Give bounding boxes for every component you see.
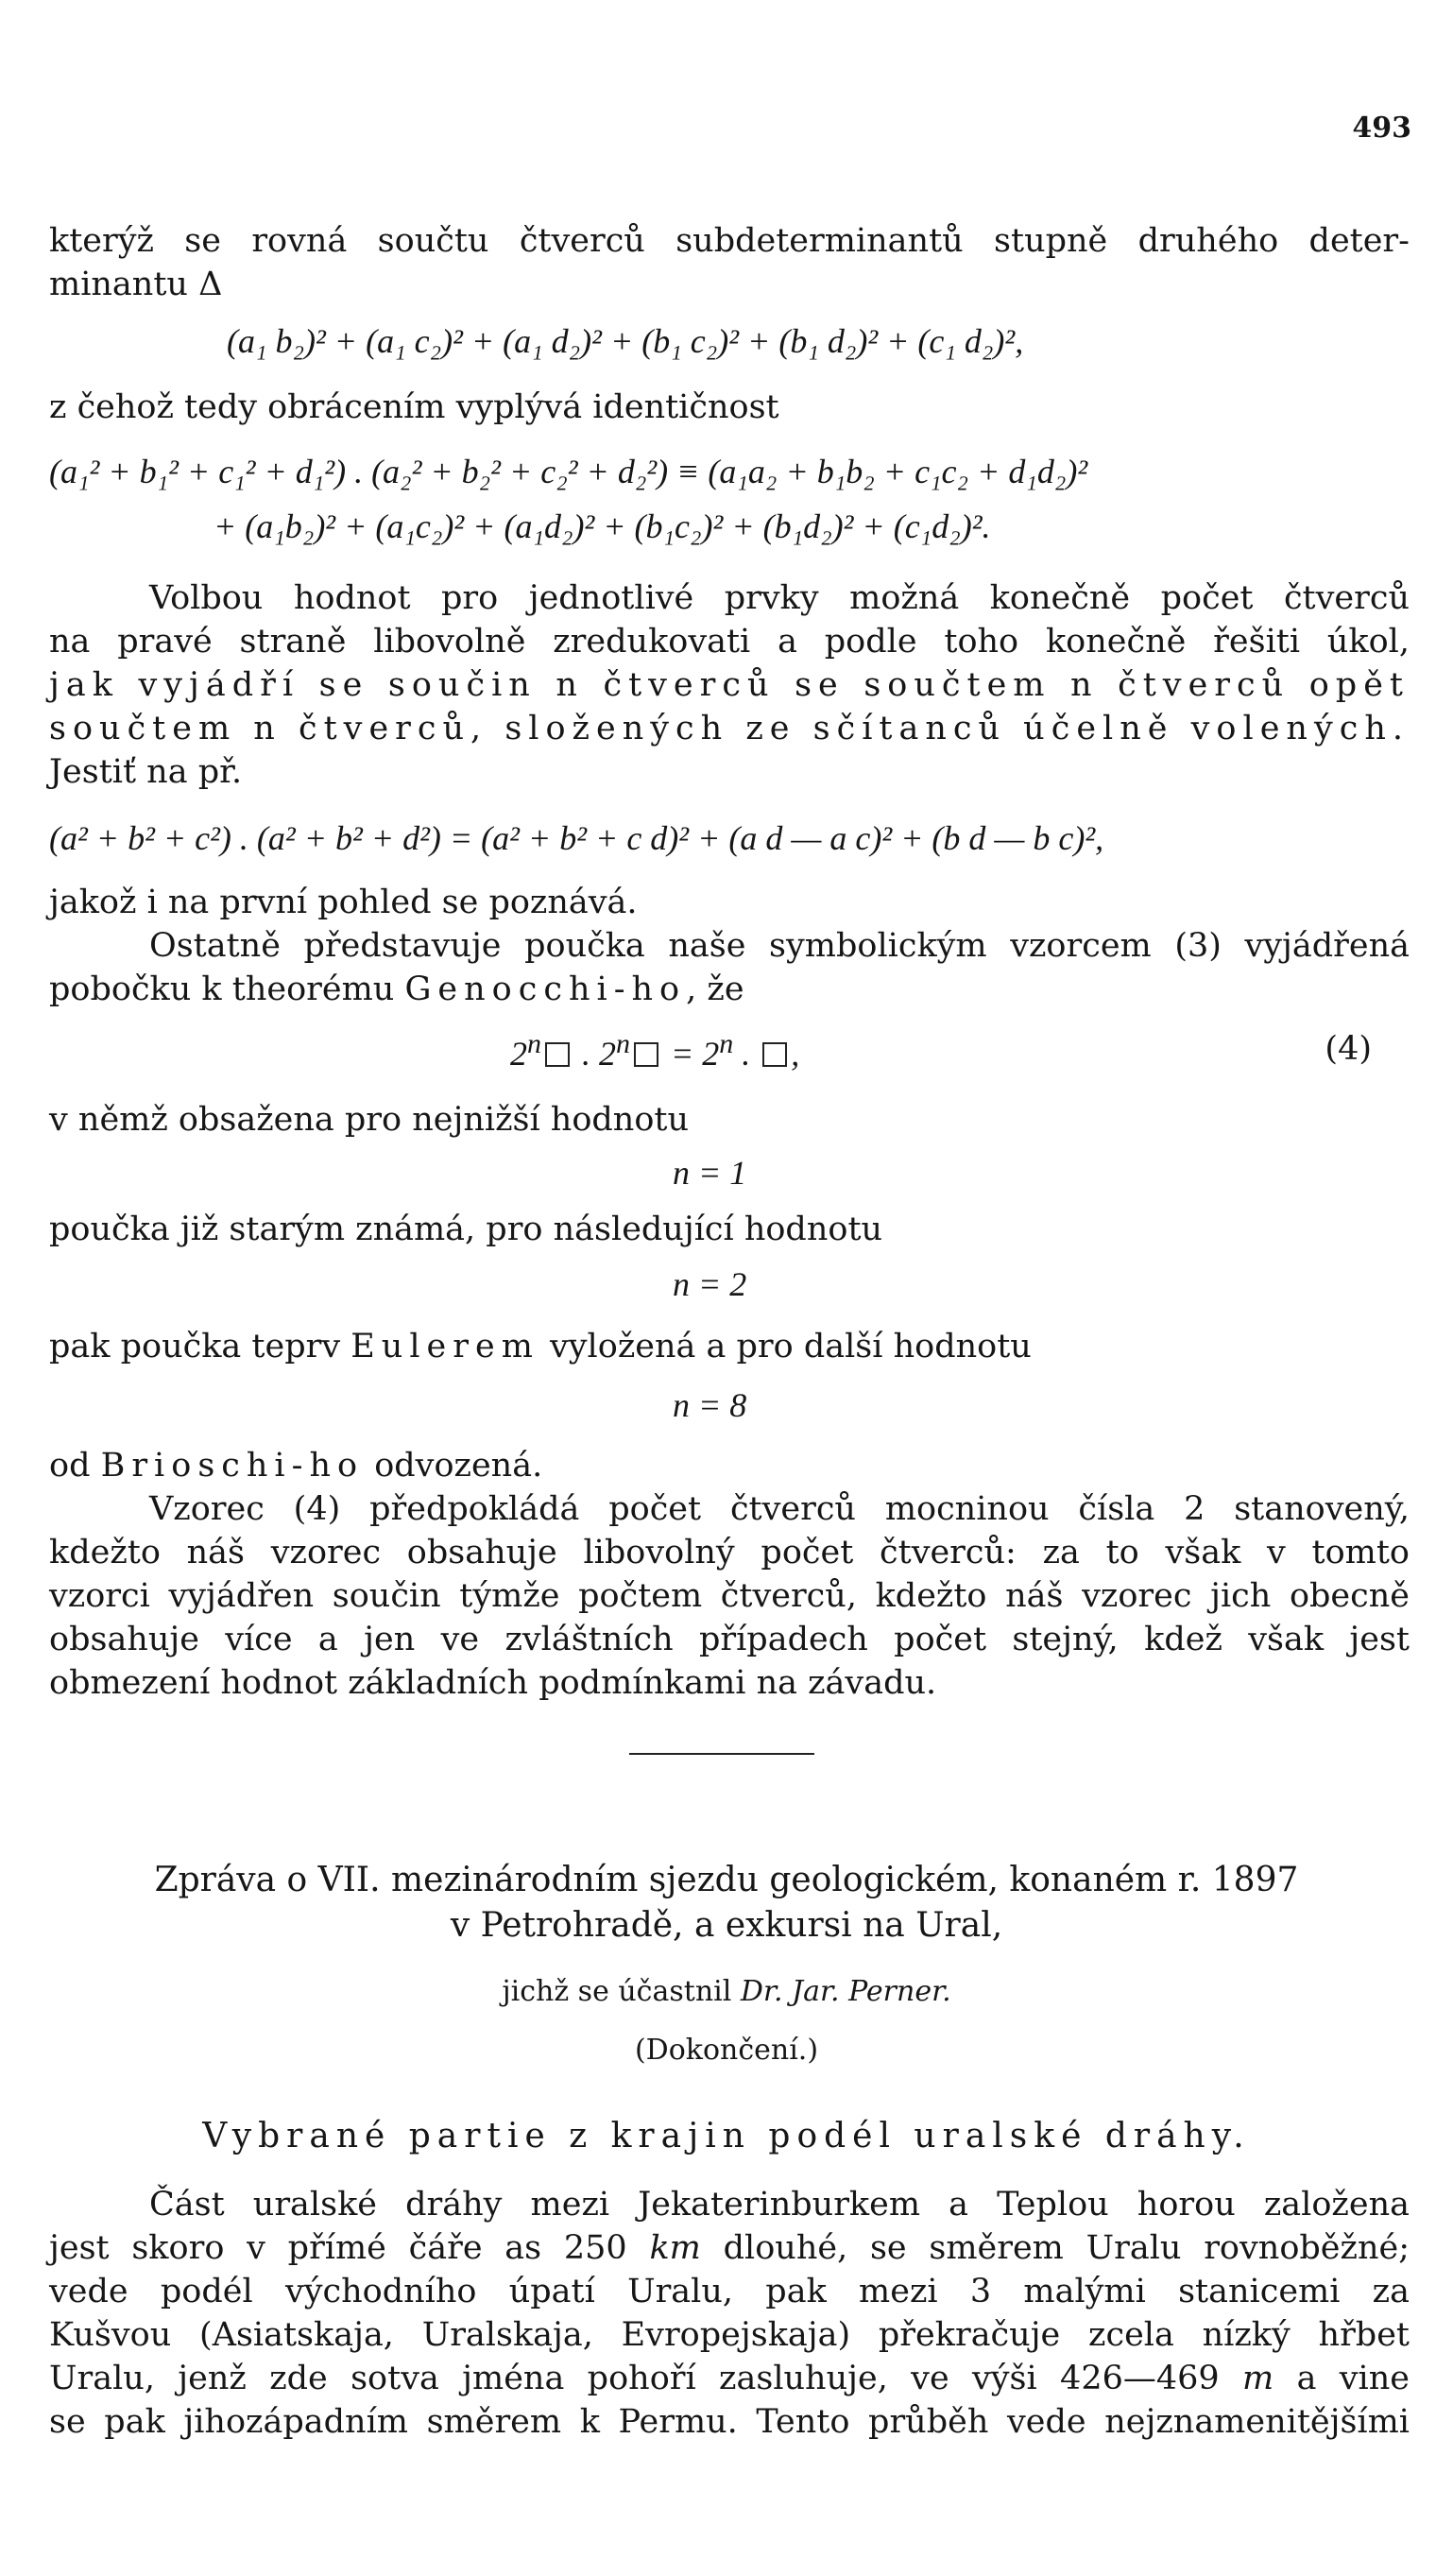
article-title xyxy=(0,1858,1453,1949)
text-line: kterýž se rovná součtu čtverců subdeterminantů stupně druhého deter- xyxy=(49,222,1410,260)
author-name-brioschi: Brioschi-ho xyxy=(100,1447,365,1485)
paragraph-formula-comparison xyxy=(49,1487,1410,1705)
article-body xyxy=(49,2183,1410,2444)
equation-example: (a² + b² + c²) . (a² + b² + d²) = (a² + b² + c d)² + (a d — a c)² + (b d — b c)², xyxy=(49,819,1104,857)
text-line: jak vyjádří se součin n čtverců se součtem n čtverců opět xyxy=(49,666,1410,704)
paragraph-euler: pak poučka teprv Eulerem vyložená a pro další hodnotu xyxy=(49,1328,1032,1365)
section-divider xyxy=(629,1753,814,1755)
paragraph-lowest-value: v němž obsažena pro nejnižší hodnotu xyxy=(49,1101,690,1139)
unit-m: m xyxy=(1242,2360,1274,2397)
text-line: Uralu, jenž zde sotva jména pohoří zasluhuje, ve výši 426—469 m a vine xyxy=(49,2360,1410,2397)
article-title-line: Zpráva o VII. mezinárodním sjezdu geologickém, konaném r. 1897 xyxy=(154,1861,1299,1899)
square-symbol xyxy=(762,1042,787,1067)
paragraph-genocchi xyxy=(49,924,1410,1011)
text-line: na pravé straně libovolně zredukovati a podle toho konečně řešiti úkol, xyxy=(49,623,1410,661)
text-line: součtem n čtverců, složených ze sčítanců účelně volených. xyxy=(49,710,1410,747)
text-line: kdežto náš vzorec obsahuje libovolný počet čtverců: za to však v tomto xyxy=(49,1534,1410,1571)
text-line: Jestiť na př. xyxy=(49,753,243,791)
author-name-euler: Eulerem xyxy=(350,1328,539,1365)
equation-n-equals-1: n = 1 xyxy=(673,1154,747,1192)
square-symbol xyxy=(545,1042,570,1067)
author-name-genocchi: Genocchi-ho xyxy=(404,970,687,1008)
text-line: Vzorec (4) předpokládá počet čtverců mocninou čísla 2 stanovený, xyxy=(149,1490,1410,1528)
article-title-line: v Petrohradě, a exkursi na Ural, xyxy=(450,1906,1003,1945)
equation-4: 2$^n$ . $2^n = 2^n$ . , xyxy=(510,1028,800,1073)
equation-number: (4) xyxy=(1325,1030,1372,1068)
author-name-perner: Dr. Jar. Perner. xyxy=(740,1975,951,2008)
equation-n-equals-8: n = 8 xyxy=(673,1386,747,1424)
text-line: obsahuje více a jen ve zvláštních případech počet stejný, kdež však jest xyxy=(49,1621,1410,1658)
equation-identity-line1: (a₁² + b₁² + c₁² + d₁²) . (a₂² + b₂² + c₂² + d₂²) ≡ (a₁a₂ + b₁b₂ + c₁c₂ + d₁d₂)² xyxy=(49,453,1088,490)
paragraph-identity-intro: z čehož tedy obrácením vyplývá identičnost xyxy=(49,388,779,426)
text-line: Volbou hodnot pro jednotlivé prvky možná konečně počet čtverců xyxy=(149,579,1410,617)
paragraph-next-value: poučka již starým známá, pro následující hodnotu xyxy=(49,1211,883,1248)
paragraph-choice-of-values xyxy=(49,576,1410,794)
paragraph-subdeterminants xyxy=(49,219,1410,306)
equation-identity-line2: + (a₁b₂)² + (a₁c₂)² + (a₁d₂)² + (b₁c₂)² + (b₁d₂)² + (c₁d₂)². xyxy=(214,507,991,545)
text-line: pobočku k theorému Genocchi-ho, že xyxy=(49,970,744,1008)
unit-km: km xyxy=(649,2229,701,2267)
paragraph-brioschi: od Brioschi-ho odvozená. xyxy=(49,1447,543,1485)
page-number: 493 xyxy=(1352,112,1411,145)
text-line: Část uralské dráhy mezi Jekaterinburkem a Teplou horou založena xyxy=(149,2186,1410,2224)
text-line: minantu Δ xyxy=(49,266,223,303)
text-line: vede podél východního úpatí Uralu, pak mezi 3 malými stanicemi za xyxy=(49,2273,1410,2310)
text-line: obmezení hodnot základních podmínkami na závadu. xyxy=(49,1664,937,1702)
text-line: se pak jihozápadním směrem k Permu. Tento průběh vede nejznamenitějšími xyxy=(49,2403,1410,2441)
text-line: vzorci vyjádřen součin týmže počtem čtverců, kdežto náš vzorec jich obecně xyxy=(49,1577,1410,1615)
equation-n-equals-2: n = 2 xyxy=(673,1265,747,1303)
article-byline: jichž se účastnil Dr. Jar. Perner. xyxy=(502,1975,951,2008)
text-line: Ostatně představuje poučka naše symbolickým vzorcem (3) vyjádřená xyxy=(149,927,1410,965)
paragraph-first-sight: jakož i na první pohled se poznává. xyxy=(49,884,638,921)
text-line: Kušvou (Asiatskaja, Uralskaja, Evropejskaja) překračuje zcela nízký hřbet xyxy=(49,2316,1410,2354)
continuation-note: (Dokončení.) xyxy=(634,2034,819,2067)
section-heading: Vybrané partie z krajin podél uralské dráhy. xyxy=(202,2117,1251,2155)
text-line: jest skoro v přímé čáře as 250 km dlouhé, se směrem Uralu rovnoběžné; xyxy=(49,2229,1410,2267)
square-symbol xyxy=(634,1042,658,1067)
equation-sum-of-squares: (a₁ b₂)² + (a₁ c₂)² + (a₁ d₂)² + (b₁ c₂)² + (b₁ d₂)² + (c₁ d₂)², xyxy=(227,322,1024,360)
